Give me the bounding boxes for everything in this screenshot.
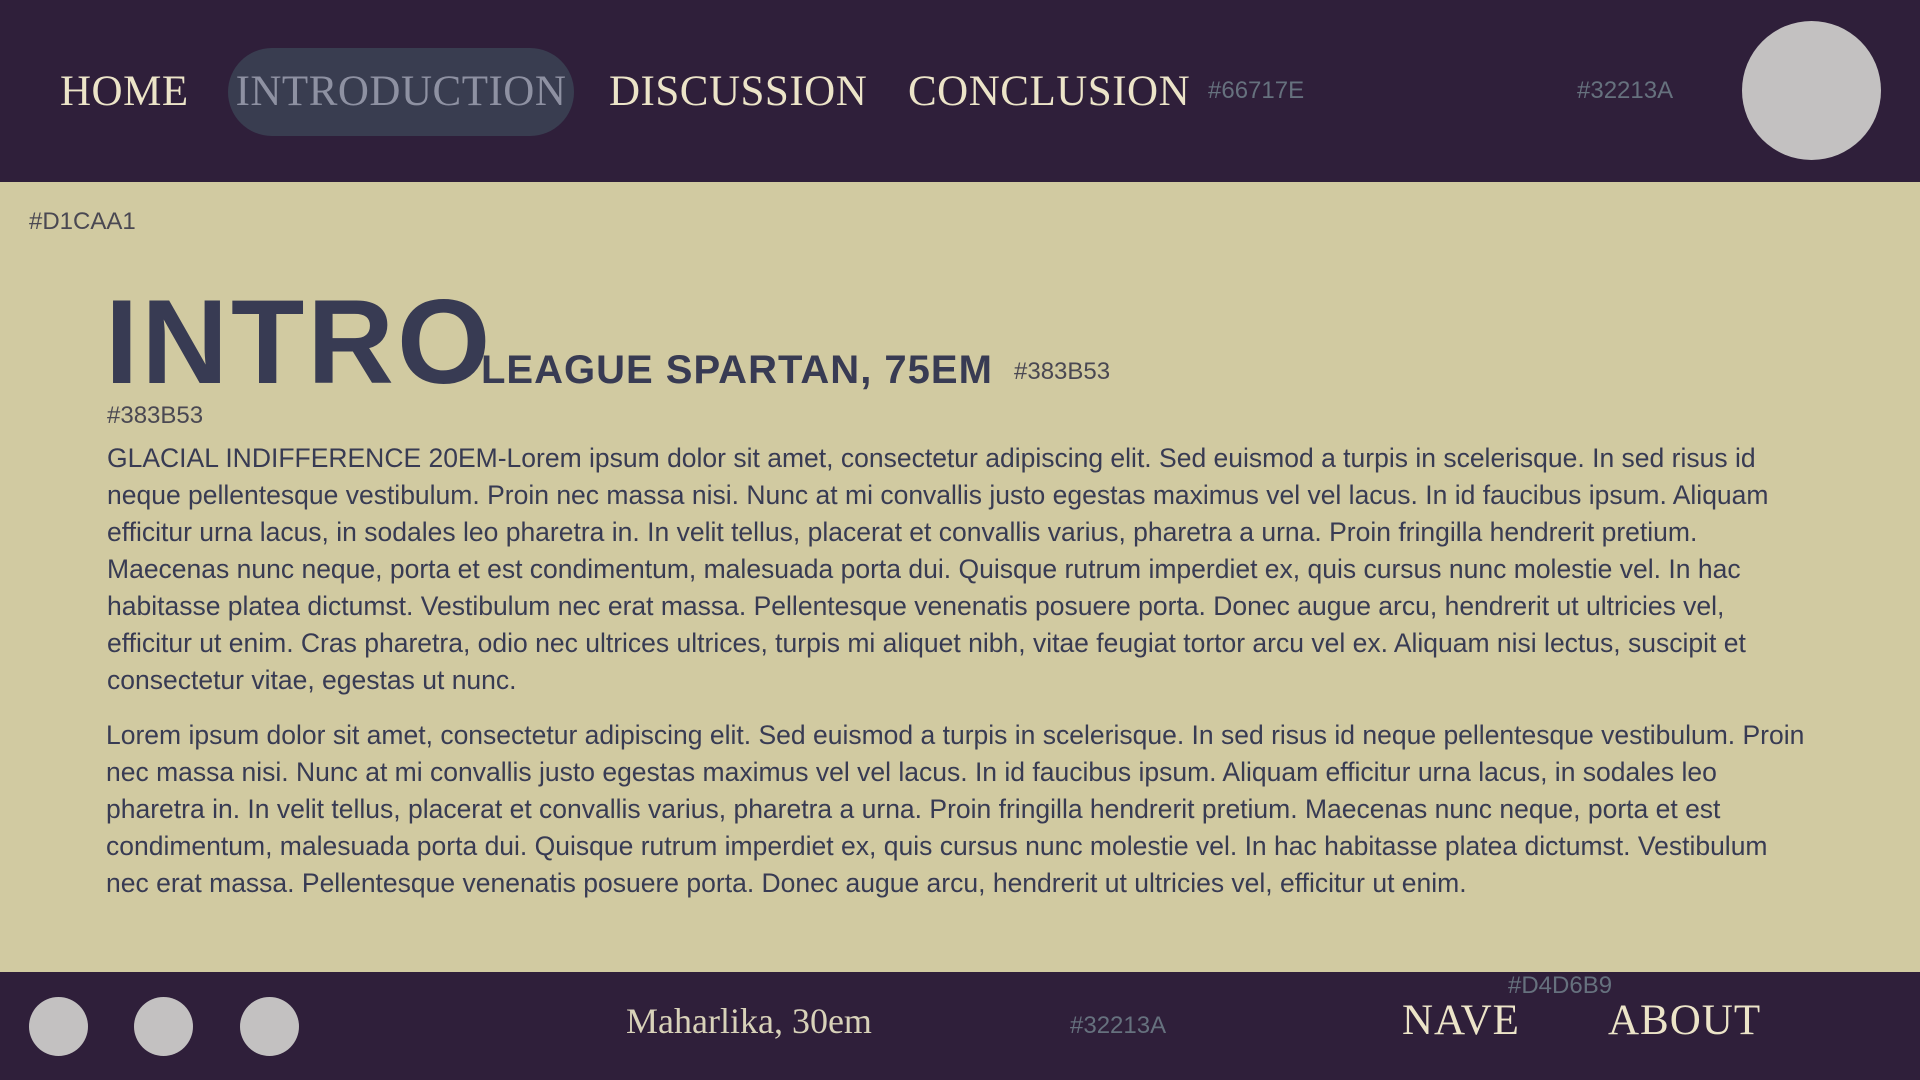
color-label-nav-text: #66717E xyxy=(1208,77,1305,104)
color-label-body: #383B53 xyxy=(107,402,204,429)
nav-introduction[interactable]: INTRODUCTION xyxy=(228,48,574,136)
color-label-title: #383B53 xyxy=(1014,358,1111,385)
color-label-main-bg: #D1CAA1 xyxy=(29,208,136,235)
color-label-footer-links: #D4D6B9 xyxy=(1508,972,1613,999)
body-paragraph-2: Lorem ipsum dolor sit amet, consectetur adipiscing elit. Sed euismod a turpis in scelerisque. In sed risus id neque pellentesque vestibulum. Proin nec massa nisi. Nunc at mi convallis justo egestas maximus vel vel lacus. In id faucibus ipsum. Aliquam efficitur urna lacus, in sodales leo pharetra in. In velit tellus, placerat et convallis varius, pharetra a urna. Proin fringilla hendrerit pretium. Maecenas nunc neque, porta et est condimentum, malesuada porta dui. Quisque rutrum imperdiet ex, quis cursus nunc molestie vel. In hac habitasse platea dictumst. Vestibulum nec erat massa. Pellentesque venenatis posuere porta. Donec augue arcu, hendrerit ut ultricies vel, efficitur ut enim. xyxy=(106,720,1805,898)
title-font-note: LEAGUE SPARTAN, 75EM xyxy=(481,348,993,392)
nav-conclusion[interactable]: CONCLUSION xyxy=(908,68,1191,115)
nav-home[interactable]: HOME xyxy=(60,68,189,115)
footer-link-nave[interactable]: NAVE xyxy=(1402,997,1520,1044)
color-label-header-bg: #32213A xyxy=(1577,77,1674,104)
footer-link-about[interactable]: ABOUT xyxy=(1608,997,1762,1044)
footer-font-note: Maharlika, 30em xyxy=(626,1001,872,1041)
body-paragraph-1: GLACIAL INDIFFERENCE 20EM-Lorem ipsum dolor sit amet, consectetur adipiscing elit. Sed euismod a turpis in scelerisque. In sed risus id neque pellentesque vestibulum. Proin nec massa nisi. Nunc at mi convallis justo egestas maximus vel vel lacus. In id faucibus ipsum. Aliquam efficitur urna lacus, in sodales leo pharetra in. In velit tellus, placerat et convallis varius, pharetra a urna. Proin fringilla hendrerit pretium. Maecenas nunc neque, porta et est condimentum, malesuada porta dui. Quisque rutrum imperdiet ex, quis cursus nunc molestie vel. In hac habitasse platea dictumst. Vestibulum nec erat massa. Pellentesque venenatis posuere porta. Donec augue arcu, hendrerit ut ultricies vel, efficitur ut enim. Cras pharetra, odio nec ultrices ultrices, turpis mi aliquet nibh, vitae feugiat tortor arcu vel ex. Aliquam nisi lectus, suscipit et consectetur vitae, egestas ut nunc. xyxy=(107,443,1769,695)
page-title: INTRO xyxy=(105,275,494,409)
social-icon-1[interactable] xyxy=(29,997,88,1056)
profile-avatar[interactable] xyxy=(1742,21,1881,160)
color-label-footer-bg: #32213A xyxy=(1070,1012,1167,1039)
nav-discussion[interactable]: DISCUSSION xyxy=(609,68,868,115)
social-icon-3[interactable] xyxy=(240,997,299,1056)
social-icon-2[interactable] xyxy=(134,997,193,1056)
